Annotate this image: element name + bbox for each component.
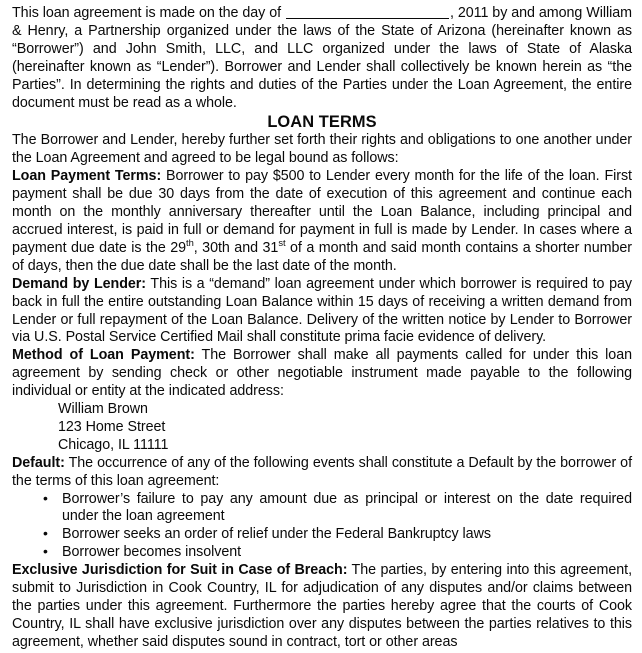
date-blank-line[interactable] — [286, 18, 449, 19]
default-events-list — [12, 491, 632, 563]
exclusive-jurisdiction-text: The parties, by entering into this agreement, submit to Jurisdiction in Cook Country, IL for adjudication of any disputes and/or claims between the parties under this agreement. Furthermore the parties hereby agree that the courts of Cook Country, IL shall have exclusive jurisdiction over any disputes between the parties relatives to this agreement, whether said disputes sound in contract, tort or other areas — [12, 562, 632, 650]
document-body — [12, 5, 632, 652]
method-of-loan-payment-text: The Borrower shall make all payments called for under this loan agreement by sending check or other negotiable instrument made payable to the following individual or entity at the indicated address: — [12, 347, 633, 400]
exclusive-jurisdiction-label: Exclusive Jurisdiction for Suit in Case of Breach: — [12, 562, 348, 579]
loan-payment-terms-text-3: of a month and said month contains a shorter number of days, then the due date shall be the last date of the month. — [12, 239, 632, 274]
intro-text-after-blank: , 2011 by and among William & Henry, a Partnership organized under the laws of the State of Arizona (hereinafter known as “Borrower”) and John Smith, LLC, and LLC organized under the laws of State of Alaska (hereinafter known as “Lender”). Borrower and Lender shall collectively be known herein as “the Parties”. In determining the rights and duties of the Parties under the Loan Agreement, the entire document must be read as a whole. — [12, 5, 632, 111]
demand-by-lender-paragraph — [12, 276, 632, 348]
list-item: • Borrower’s failure to pay any amount due as principal or interest on the date required under the loan agreement — [12, 491, 632, 527]
payee-address-line-3: Chicago, IL 11111 — [58, 436, 169, 453]
method-of-loan-payment-paragraph — [12, 347, 632, 401]
loan-payment-terms-label: Loan Payment Terms: — [12, 168, 162, 185]
loan-terms-intro-paragraph: The Borrower and Lender, hereby further set forth their rights and obligations to one another under the Loan Agreement and agreed to be legal bound as follows: — [12, 132, 632, 167]
default-paragraph — [12, 455, 632, 491]
loan-payment-terms-text-1: Borrower to pay $500 to Lender every month for the life of the loan. First payment shall be due 30 days from the date of execution of this agreement and continue each month on the monthly anniversary thereafter until the Loan Balance, including principal and accrued interest, is paid in full or demand for payment in full is made by Lender. In cases where a payment due date is the 29 — [12, 168, 632, 256]
list-item: • Borrower becomes insolvent — [12, 544, 632, 562]
ordinal-suffix-th: th — [186, 237, 194, 249]
list-item: • Borrower seeks an order of relief under the Federal Bankruptcy laws — [12, 526, 632, 544]
demand-by-lender-text: This is a “demand” loan agreement under which borrower is required to pay back in full the entire outstanding Loan Balance within 15 days of receiving a written demand from Lender or full repayment of the Loan Balance. Delivery of the written notice by Lender to Borrower via U.S. Postal Service Certified Mail shall constitute prima facie evidence of delivery. — [12, 275, 632, 346]
loan-payment-terms-text-2: , 30th and 31 — [193, 239, 279, 256]
method-of-loan-payment-label: Method of Loan Payment: — [12, 347, 195, 364]
demand-by-lender-label: Demand by Lender: — [12, 275, 147, 292]
loan-payment-terms-paragraph — [12, 168, 632, 275]
default-text: The occurrence of any of the following events shall constitute a Default by the borrower of the terms of this loan agreement: — [12, 454, 632, 489]
page-title: LOAN TERMS — [267, 113, 377, 132]
payee-address-line-2: 123 Home Street — [58, 418, 166, 435]
payee-address-line-1: William Brown — [58, 401, 148, 418]
exclusive-jurisdiction-paragraph — [12, 562, 632, 652]
default-label: Default: — [12, 454, 65, 471]
intro-text-before-blank: This loan agreement is made on the day of — [12, 5, 285, 21]
intro-paragraph — [12, 5, 632, 112]
ordinal-suffix-st: st — [278, 237, 286, 249]
